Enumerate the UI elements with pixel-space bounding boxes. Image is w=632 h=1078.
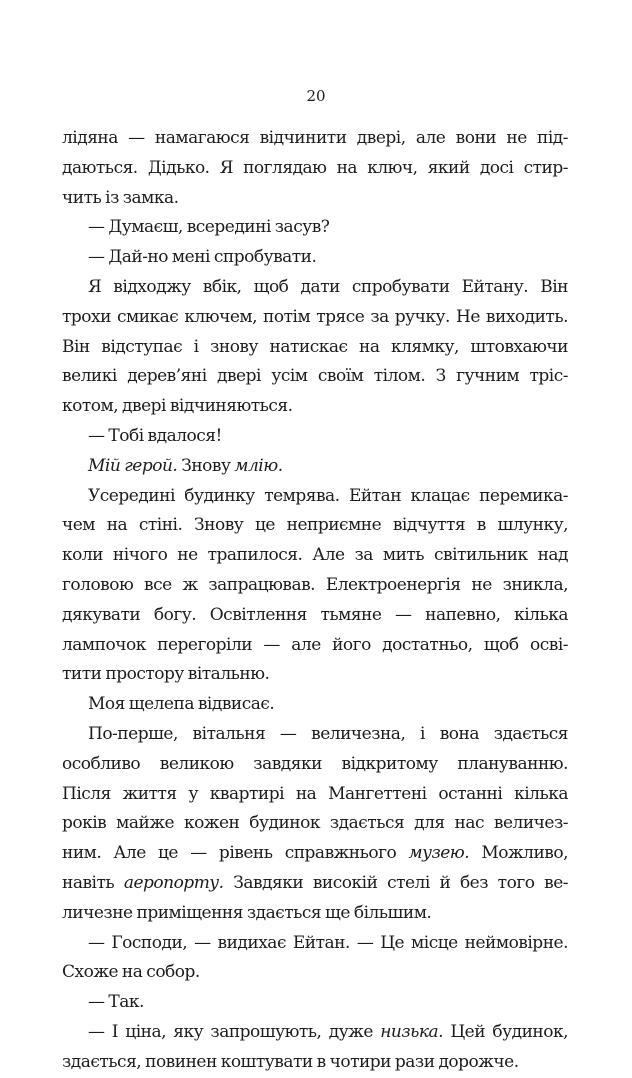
text-run: котом, двері відчиняються.: [62, 396, 293, 417]
text-line: [62, 571, 568, 601]
text-line: [62, 1048, 568, 1078]
text-run: навіть: [62, 872, 124, 893]
text-run: ним. Але це — рівень справжнього: [62, 843, 409, 864]
text-line: [62, 660, 568, 690]
text-run: Усередині будинку темрява. Ейтан клацає перемика-: [88, 485, 568, 506]
text-line: [62, 482, 568, 512]
text-line: [62, 511, 568, 541]
text-line: [62, 720, 568, 750]
text-run: Знову: [177, 455, 235, 476]
text-line: [62, 690, 568, 720]
text-run: трохи смикає ключем, потім трясе за ручку. Не виходить.: [62, 306, 568, 327]
text-line: [62, 273, 568, 303]
text-line: [62, 988, 568, 1018]
text-run: Після життя у квартирі на Мангеттені останні кілька: [62, 783, 568, 804]
text-run: головою все ж запрацював. Електроенергія не зникла,: [62, 574, 568, 595]
text-line: [62, 839, 568, 869]
text-run: Моя щелепа відвисає.: [88, 694, 275, 715]
text-line: [62, 124, 568, 154]
text-line: [62, 333, 568, 363]
text-run: Я відходжу вбік, щоб дати спробувати Ейтану. Він: [88, 276, 568, 297]
text-run: — І ціна, яку запрошують, дуже: [88, 1021, 381, 1042]
italic-text: Мій герой.: [88, 455, 178, 476]
text-line: [62, 303, 568, 333]
text-line: [62, 750, 568, 780]
text-run: личезне приміщення здається ще більшим.: [62, 902, 432, 923]
text-run: здається, повинен коштувати в чотири рази дорожче.: [62, 1051, 519, 1072]
text-line: [62, 213, 568, 243]
text-line: [62, 929, 568, 959]
text-run: лідяна — намагаюся відчинити двері, але вони не під-: [62, 128, 568, 148]
italic-text: аеропорту.: [123, 872, 224, 893]
text-line: [62, 958, 568, 988]
text-line: [62, 541, 568, 571]
text-line: [62, 392, 568, 422]
text-run: Цей будинок,: [443, 1021, 568, 1042]
text-run: особливо великою завдяки відкритому плануванню.: [62, 753, 568, 774]
italic-text: млію.: [234, 455, 283, 476]
text-run: — Дай-но мені спробувати.: [88, 247, 317, 268]
text-line: [62, 809, 568, 839]
text-run: даються. Дідько. Я поглядаю на ключ, який досі стир-: [62, 157, 568, 178]
text-line: [62, 452, 568, 482]
text-run: По-перше, вітальня — величезна, і вона здається: [88, 723, 568, 744]
text-run: років майже кожен будинок здається для нас величез-: [62, 813, 568, 834]
text-line: [62, 780, 568, 810]
text-run: Завдяки високій стелі й без того ве-: [223, 872, 568, 893]
text-line: [62, 869, 568, 899]
text-run: — Господи, — видихає Ейтан. — Це місце неймовірне.: [88, 932, 568, 953]
text-line: [62, 1018, 568, 1048]
page-number: 20: [306, 87, 326, 105]
text-run: Можливо,: [469, 843, 569, 864]
text-run: лампочок перегоріли — але його достатньо, щоб осві-: [62, 634, 568, 655]
text-run: чем на стіні. Знову це неприємне відчуття в шлунку,: [62, 515, 568, 536]
text-run: тити простору вітальню.: [62, 664, 270, 685]
text-line: [62, 601, 568, 631]
text-run: великі дерев’яні двері усім своїм тілом. З гучним тріс-: [62, 366, 568, 387]
text-run: чить із замка.: [62, 187, 179, 208]
italic-text: музею.: [408, 843, 470, 864]
text-run: коли нічого не трапилося. Але за мить світильник над: [62, 545, 568, 566]
text-line: [62, 899, 568, 929]
text-run: — Тобі вдалося!: [88, 425, 222, 446]
text-line: [62, 243, 568, 273]
body-text: [62, 124, 568, 1078]
italic-text: низька.: [380, 1021, 444, 1042]
text-run: Схоже на собор.: [62, 962, 200, 983]
text-run: Він відступає і знову натискає на клямку, штовхаючи: [62, 336, 568, 357]
text-line: [62, 184, 568, 214]
text-line: [62, 154, 568, 184]
text-line: [62, 362, 568, 392]
text-line: [62, 631, 568, 661]
text-run: дякувати богу. Освітлення тьмяне — напевно, кілька: [62, 604, 568, 625]
text-run: — Так.: [88, 992, 144, 1013]
text-line: [62, 422, 568, 452]
text-run: — Думаєш, всередині засув?: [88, 217, 330, 238]
